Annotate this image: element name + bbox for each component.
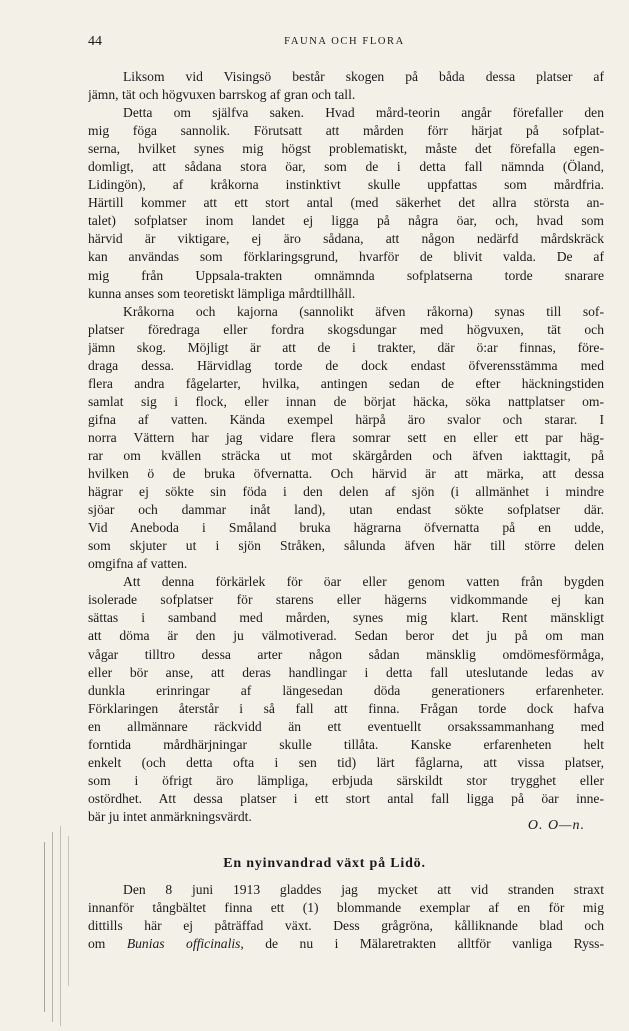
text-line: domligt, att sådana stora öar, som de i detta fall nämnda (Öland, (88, 159, 604, 175)
text-line: hägrar ej sökte sin föda i den delen af sjön (i allmänhet i mindre (88, 484, 604, 500)
text-line: Härtill kommer att ett stort antal (med säkerhet det allra största an- (88, 195, 604, 211)
text-line: eller bör anse, att deras handlingar i detta fall uteslutande ledas av (88, 664, 604, 680)
text-line: platser föredraga eller fordra skogsdungar med högvuxen, tät och (88, 321, 604, 337)
text-line: vågar tilltro dessa arter någon sådan mänsklig omdömesförmåga, (88, 646, 604, 662)
scan-mark (52, 832, 53, 1022)
species-name: Bunias officinalis, (126, 936, 244, 952)
article-2-body (88, 881, 604, 953)
text-line: sättas i samband med mården, synes mig klart. Rent mänskligt (88, 610, 604, 626)
text-line: kunna anses som teoretiskt lämpliga mårdtillhåll. (88, 285, 356, 301)
text-line: mig från Uppsala-trakten omnämnda sofplatserna torde snarare (88, 267, 604, 283)
text-line: gifna af vatten. Kända exempel härpå äro svalor och starar. I (88, 411, 604, 427)
text-line: samlat sig i flock, eller innan de börjat häcka, söka nattplatser om- (88, 393, 604, 409)
text-line: ostördhet. Att dessa platser i ett stort antal fall ligga på öar inne- (88, 790, 604, 806)
text-line: Kråkorna och kajorna (sannolikt äfven råkorna) synas till sof- (123, 303, 604, 319)
text-line: jämn, tät och högvuxen barrskog af gran och tall. (88, 87, 356, 103)
text-line: sjöar och dammar inåt land), utan endast sökte sofplatser där. (88, 502, 604, 518)
page-header (88, 34, 601, 54)
text-fragment: om (88, 936, 127, 952)
text-line: Lidingön), af kråkorna instinktivt skulle uppfattas som mårdfria. (88, 177, 604, 193)
text-line: kan användas som förklaringsgrund, hvarför de blivit valda. De af (88, 249, 604, 265)
text-line: dittills här ej påträffad växt. Dess grågröna, kålliknande blad och (88, 918, 604, 934)
text-line: bär ju intet anmärkningsvärdt. (88, 808, 252, 824)
paragraph-2 (88, 104, 604, 303)
text-line: draga dessa. Härvidlag torde de dock endast öfverensstämma med (88, 357, 604, 373)
running-head: FAUNA OCH FLORA (284, 36, 405, 47)
text-line: flera andra fågelarter, hvilka, antingen sedan de efter häckningstiden (88, 375, 604, 391)
scan-mark (68, 836, 69, 986)
text-line: enkelt (och detta ofta i sen tid) lärt fåglarna, att vissa platser, (88, 754, 604, 770)
text-line: som i öfrigt äro lämpliga, erbjuda särskildt stor trygghet eller (88, 772, 604, 788)
author-signature: O. O—n. (527, 818, 585, 833)
text-line: jämn skog. Möjligt är att de i trakter, där ö:ar finnas, före- (88, 339, 604, 355)
text-line: serna, hvilket synes mig högst problematiskt, måste det förefalla egen- (88, 141, 604, 157)
scan-mark (44, 842, 45, 1012)
text-line: omgifna af vatten. (88, 556, 188, 572)
text-line: mig föga sannolik. Förutsatt att mården förr härjat på sofplat- (88, 123, 604, 139)
paragraph-3 (88, 303, 604, 574)
article-body (88, 68, 604, 826)
paragraph-4 (88, 573, 604, 826)
text-line: Förklaringen återstår i så fall att finna. Frågan torde dock hafva (88, 700, 604, 716)
text-line: talet) sofplatser inom landet ej ligga på några öar, och, hvad som (88, 213, 604, 229)
text-line: rar om kvällen sträcka ut mot skärgården och äfven iakttagit, på (88, 447, 604, 463)
text-line: som skjuter ut i sjön Stråken, sålunda äfven här till större delen (88, 538, 604, 554)
text-line: Liksom vid Visingsö består skogen på båda dessa platser af (123, 69, 604, 84)
text-line: Detta om själfva saken. Hvad mård-teorin angår förefaller den (123, 105, 604, 121)
text-line: härvid är viktigare, ej äro sådana, att någon nedärfd mårdskräck (88, 231, 604, 247)
text-line: forntida mårdhärjningar skulle tillåta. Kanske erfarenheten helt (88, 736, 604, 752)
text-line: innanför tångbältet finna ett (1) blommande exemplar af en för mig (88, 900, 604, 916)
section-title: En nyinvandrad växt på Lidö. (223, 856, 426, 871)
text-line: Att denna förkärlek för öar eller genom vatten från bygden (123, 574, 604, 590)
text-line: Vid Aneboda i Småland bruka hägrarna öfvernatta på en udde, (88, 520, 604, 536)
text-line: norra Vättern har jag vidare flera somrar sett en eller ett par häg- (88, 429, 604, 445)
text-line: att döma är den ju välmotiverad. Sedan beror det ju på om man (88, 628, 604, 644)
text-line: dunkla erinringar af längesedan döda generationers erfarenheter. (88, 682, 604, 698)
text-line: en allmännare räckvidd än ett eventuellt orsakssammanhang med (88, 718, 604, 734)
page-number: 44 (88, 34, 102, 49)
text-fragment: de nu i Mälaretrakten alltför vanliga Ryss- (243, 936, 604, 952)
text-line: hvilken ö de bruka öfvernatta. Och härvid är att märka, att dessa (88, 466, 604, 482)
text-line (88, 935, 604, 953)
text-line: isolerade sofplatser för starens eller hägerns vidkommande ej kan (88, 592, 604, 608)
paragraph-1 (88, 68, 604, 104)
text-line: Den 8 juni 1913 gladdes jag mycket att vid stranden straxt (123, 882, 604, 897)
scan-mark (60, 826, 61, 1026)
